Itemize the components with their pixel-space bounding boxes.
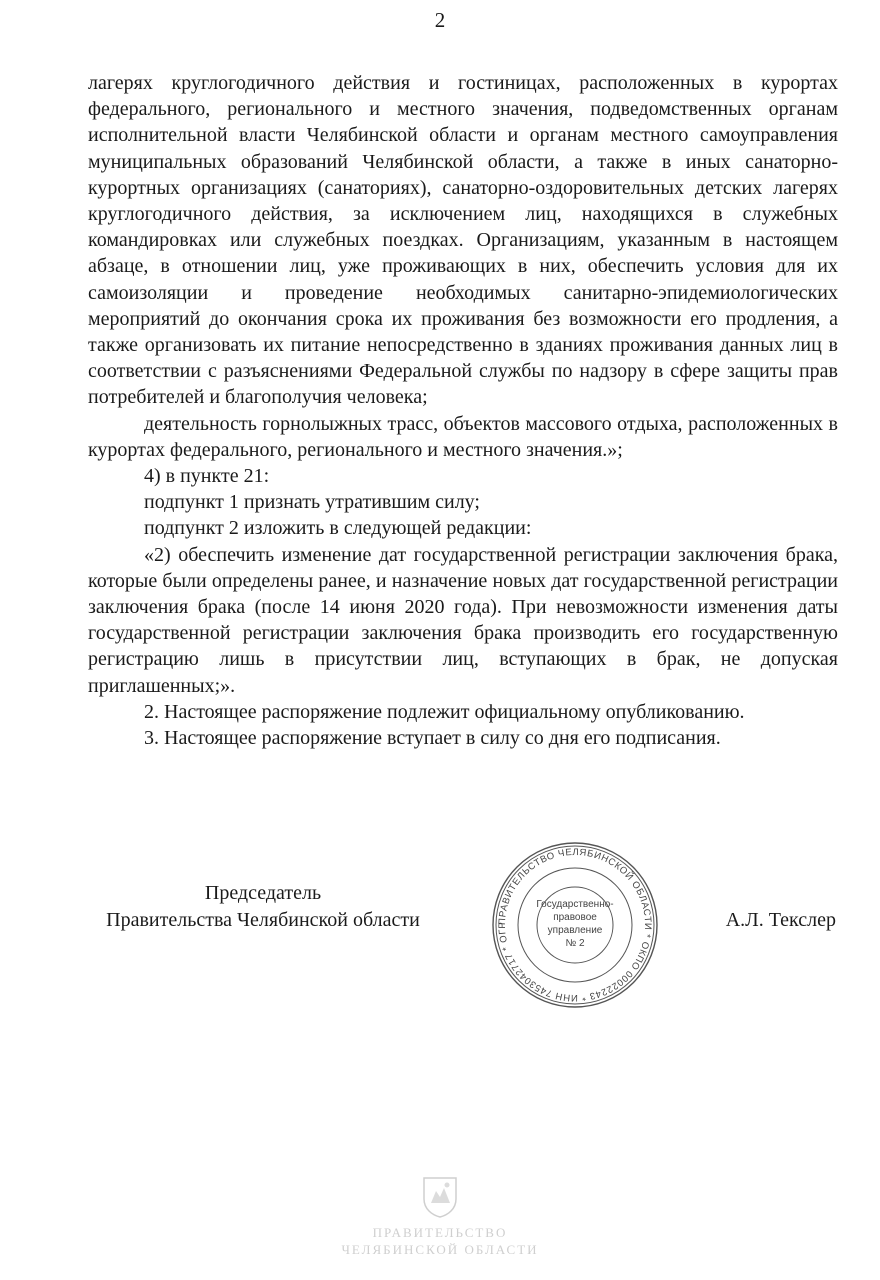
signatory-title-line-2: Правительства Челябинской области — [106, 909, 420, 931]
seal-icon — [480, 840, 670, 1010]
document-body — [88, 70, 838, 751]
signatory-title — [88, 880, 438, 934]
seal-center-line-1: Государственно- — [536, 899, 614, 910]
paragraph-7: 2. Настоящее распоряжение подлежит официальному опубликованию. — [144, 700, 745, 723]
seal-outer-text: ПРАВИТЕЛЬСТВО ЧЕЛЯБИНСКОЙ ОБЛАСТИ * ОКПО 00022243 * ИНН 7453042717 * ОГР — [496, 846, 654, 1004]
paragraph-6: «2) обеспечить изменение дат государственной регистрации заключения брака, которые были определены ранее, и назначение новых дат государственной регистрации заключения брака (после 14 июня 2020 года). При невозможности изменения даты государственной регистрации заключения брака производить его государственную регистрацию лишь в присутствии лиц, вступающих в брак, не допуская приглашенных;». — [88, 543, 838, 697]
seal-center-line-3: управление — [547, 925, 603, 936]
seal-center-line-2: правовое — [553, 912, 597, 923]
watermark-line-1: ПРАВИТЕЛЬСТВО — [372, 1225, 508, 1240]
watermark-line-2: ЧЕЛЯБИНСКОЙ ОБЛАСТИ — [341, 1242, 539, 1257]
footer-watermark — [290, 1175, 590, 1258]
paragraph-5: подпункт 2 изложить в следующей редакции: — [144, 517, 532, 540]
paragraph-4: подпункт 1 признать утратившим силу; — [144, 491, 480, 514]
seal-center-line-4: № 2 — [565, 938, 585, 949]
paragraph-2: деятельность горнолыжных трасс, объектов массового отдыха, расположенных в курортах федерального, регионального и местного значения.»; — [88, 412, 838, 461]
signatory-title-line-1: Председатель — [204, 882, 322, 904]
paragraph-1: лагерях круглогодичного действия и гостиницах, расположенных в курортах федерального, регионального и местного значения, подведомственных органам исполнительной власти Челябинской области и органам местного самоуправления муниципальных образований Челябинской области, а также в иных санаторно-курортных организациях (санаториях), санаторно-оздоровительных детских лагерях круглогодичного действия, за исключением лиц, находящихся в служебных командировках или служебных поездках. Организациям, указанным в настоящем абзаце, в отношении лиц, уже проживающих в них, обеспечить условия для их самоизоляции и проведение необходимых санитарно-эпидемиологических мероприятий до окончания срока их проживания без возможности его продления, а также организовать их питание непосредственно в зданиях проживания данных лиц в соответствии с разъяснениями Федеральной службы по надзору в сфере защиты прав потребителей и благополучия человека; — [88, 72, 838, 409]
paragraph-3: 4) в пункте 21: — [144, 465, 270, 488]
paragraph-8: 3. Настоящее распоряжение вступает в силу со дня его подписания. — [144, 727, 721, 750]
official-seal — [480, 840, 670, 1010]
signatory-name: А.Л. Текслер — [725, 909, 836, 931]
coat-of-arms-icon — [420, 1175, 460, 1219]
page-number: 2 — [434, 8, 446, 32]
